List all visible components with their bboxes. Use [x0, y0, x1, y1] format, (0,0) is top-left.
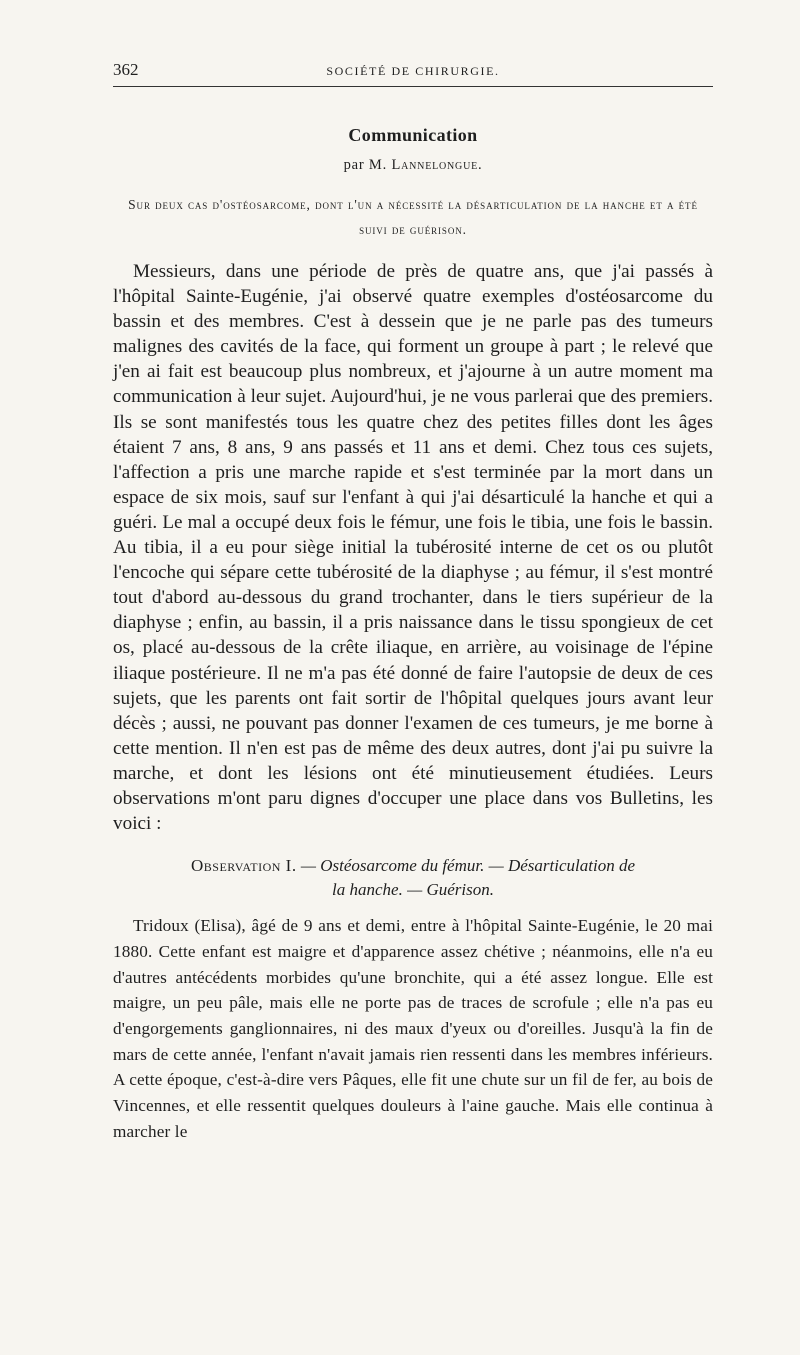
observation-text	[113, 913, 713, 1144]
observation-heading	[113, 854, 713, 902]
observation-title-line2: la hanche. — Guérison.	[332, 880, 494, 900]
article-title: Sur deux cas d'ostéosarcome, dont l'un a nécessité la désarticulation de la hanche et a été suivi de guérison.	[128, 197, 698, 237]
body-paragraph	[113, 259, 713, 836]
author-prefix: par M.	[343, 157, 388, 173]
journal-title: SOCIÉTÉ DE CHIRURGIE.	[326, 64, 500, 78]
author-name: Lannelongue.	[391, 157, 483, 173]
printed-page	[113, 56, 713, 1162]
observation-label: Observation I.	[190, 856, 297, 876]
page-number: 362	[113, 60, 139, 79]
author-line	[113, 157, 713, 174]
body-paragraph-text: Messieurs, dans une période de près de quatre ans, que j'ai passés à l'hôpital Sainte-Eugénie, j'ai observé quatre exemples d'ostéosarcome du bassin et des membres. C'est à dessein que je ne parle pas des tumeurs malignes des cavités de la face, qui forment un groupe à part ; le relevé que j'en ai fait est beaucoup plus nombreux, et j'ajourne à un autre moment ma communication à leur sujet. Aujourd'hui, je ne vous parlerai que des premiers. Ils se sont manifestés tous les quatre chez des petites filles dont les âges étaient 7 ans, 8 ans, 9 ans passés et 11 ans et demi. Chez tous ces sujets, l'affection a pris une marche rapide et s'est terminée par la mort dans un espace de six mois, sauf sur l'enfant à qui j'ai désarticulé la hanche et qui a guéri. Le mal a occupé deux fois le fémur, une fois le tibia, une fois le bassin. Au tibia, il a eu pour siège initial la tubérosité interne de cet os ou plutôt l'encoche qui sépare cette tubérosité de la diaphyse ; au fémur, il s'est montré tout d'abord au-dessous du grand trochanter, dans le tiers supérieur de la diaphyse ; enfin, au bassin, il a pris naissance dans le tissu spongieux de cet os, placé au-dessous de la crête iliaque, en arrière, au voisinage de l'épine iliaque postérieure. Il ne m'a pas été donné de faire l'autopsie de deux de ces sujets, que les parents ont fait sortir de l'hôpital quelques jours avant leur décès ; aussi, ne pouvant pas donner l'examen de ces tumeurs, je me borne à cette mention. Il n'en est pas de même des deux autres, dont j'ai pu suivre la marche, et dont les lésions ont été minutieusement étudiées. Leurs observations m'ont paru dignes d'occuper une place dans vos Bulletins, les voici :	[113, 261, 713, 835]
observation-text-content: Tridoux (Elisa), âgé de 9 ans et demi, entre à l'hôpital Sainte-Eugénie, le 20 mai 1880. Cette enfant est maigre et d'apparence assez chétive ; néanmoins, elle n'a eu d'autres antécédents morbides qu'une bronchite, qui a été assez longue. Elle est maigre, un peu pâle, mais elle ne porte pas de traces de scrofule ; elle n'a pas eu d'engorgements ganglionnaires, ni des maux d'yeux ou d'oreilles. Jusqu'à la fin de mars de cette année, l'enfant n'avait jamais rien ressenti dans les membres inférieurs. A cette époque, c'est-à-dire vers Pâques, elle fit une chute sur un fil de fer, au bois de Vincennes, et elle ressentit quelques douleurs à l'aine gauche. Mais elle continua à marcher le	[113, 916, 713, 1141]
running-head	[113, 56, 713, 84]
header-rule	[113, 86, 713, 87]
section-title: Communication	[348, 125, 478, 145]
observation-title-line1: — Ostéosarcome du fémur. — Désarticulation de	[300, 856, 635, 876]
